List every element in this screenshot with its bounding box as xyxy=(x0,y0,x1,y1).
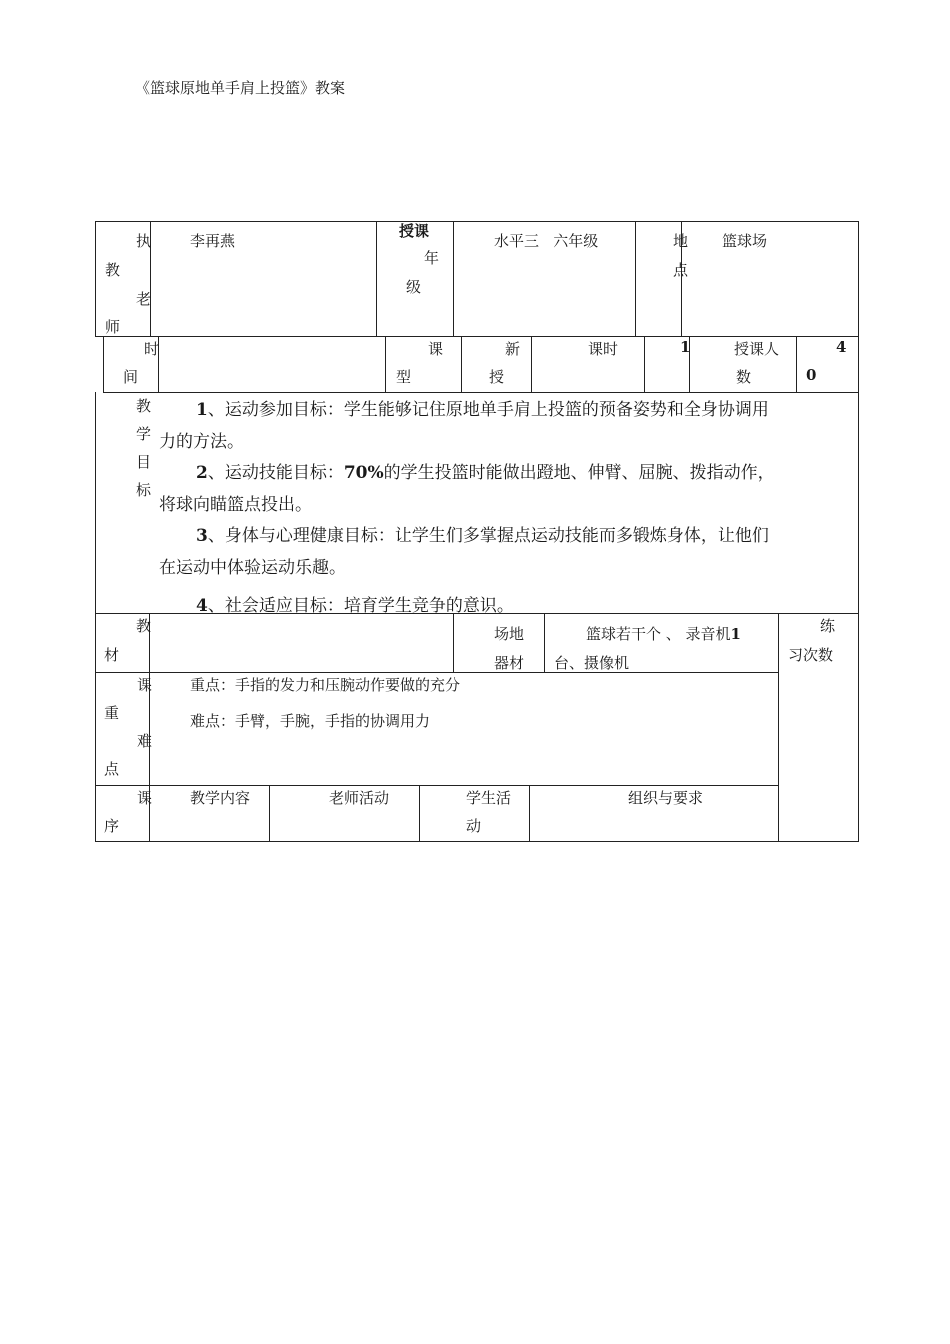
goals-label-char: 学 xyxy=(136,425,152,443)
type-label-char: 课 xyxy=(428,340,444,358)
header-teaching-content: 教学内容 xyxy=(190,789,251,807)
practice-label-char: 练 xyxy=(820,617,836,635)
place-label-char: 地 xyxy=(673,232,689,250)
goal-1-number: 1 xyxy=(196,400,208,420)
sequence-label-char: 课 xyxy=(137,789,153,807)
teacher-label-char: 教 xyxy=(105,261,121,279)
header-student-activity-continued: 动 xyxy=(466,817,482,835)
sequence-label-char: 序 xyxy=(104,817,120,835)
table-border xyxy=(95,336,859,337)
table-border xyxy=(385,336,386,393)
table-border xyxy=(95,221,96,337)
grade-label-char: 级 xyxy=(406,278,422,296)
goal-2-continued: 将球向瞄篮点投出。 xyxy=(159,495,312,515)
material-label-char: 材 xyxy=(104,646,120,664)
table-border xyxy=(858,336,859,393)
table-border xyxy=(103,336,104,393)
time-label-char: 时 xyxy=(144,340,160,358)
equip-text: 篮球若干个 、 录音机 xyxy=(586,625,731,643)
table-border xyxy=(376,221,377,337)
count-label-char: 授课人 xyxy=(734,340,780,358)
goal-2-number: 2 xyxy=(196,463,208,483)
hours-value: 1 xyxy=(680,338,691,356)
table-border xyxy=(644,336,645,393)
keypoints-label-char: 课 xyxy=(137,676,153,694)
keypoints-label-char: 难 xyxy=(137,732,153,750)
equip-line-2: 台、摄像机 xyxy=(554,654,630,672)
header-teacher-activity: 老师活动 xyxy=(329,789,390,807)
goal-2-text-a: 、运动技能目标： xyxy=(207,463,344,483)
equip-label-char: 器材 xyxy=(494,654,525,672)
table-border xyxy=(453,221,454,337)
table-border xyxy=(269,785,270,842)
goal-2-percent: 70% xyxy=(343,463,384,483)
table-border xyxy=(778,613,779,842)
table-border xyxy=(95,841,859,842)
goal-4-text: 、社会适应目标：培育学生竞争的意识。 xyxy=(207,596,514,616)
type-value-char: 新 xyxy=(505,340,521,358)
type-label-char: 型 xyxy=(396,368,412,386)
table-border xyxy=(531,336,532,393)
table-border xyxy=(529,785,530,842)
table-border xyxy=(95,785,779,786)
type-value-char: 授 xyxy=(489,368,505,386)
table-border xyxy=(95,672,779,673)
goal-4-number: 4 xyxy=(196,596,208,616)
table-border xyxy=(544,613,545,673)
keypoints-label-char: 点 xyxy=(104,760,120,778)
goal-3-continued: 在运动中体验运动乐趣。 xyxy=(159,558,346,578)
goal-3-number: 3 xyxy=(196,526,208,546)
grade-label-char: 年 xyxy=(424,249,440,267)
header-student-activity: 学生活 xyxy=(466,789,512,807)
teacher-label-char: 执 xyxy=(136,232,152,250)
equip-number: 1 xyxy=(730,625,741,643)
table-border xyxy=(95,221,859,222)
count-value-char: 4 xyxy=(836,338,847,356)
place-label-char: 点 xyxy=(673,261,689,279)
keypoints-label-char: 重 xyxy=(104,704,120,722)
goals-label-char: 目 xyxy=(136,453,152,471)
table-border xyxy=(635,221,636,337)
table-border xyxy=(858,613,859,842)
equip-label-char: 场地 xyxy=(494,625,525,643)
goal-2 xyxy=(196,458,775,483)
table-border xyxy=(461,336,462,393)
material-label-char: 教 xyxy=(136,617,152,635)
equip-line-1 xyxy=(586,623,741,644)
goal-2-text-b: 的学生投篮时能做出蹬地、伸臂、屈腕、拨指动作， xyxy=(383,463,775,483)
teacher-label-char: 师 xyxy=(105,318,121,336)
goals-label-char: 标 xyxy=(136,481,152,499)
document-title: 《篮球原地单手肩上投篮》教案 xyxy=(135,79,346,97)
teacher-name: 李再燕 xyxy=(190,232,236,250)
table-border xyxy=(858,392,859,614)
goals-label-char: 教 xyxy=(136,397,152,415)
hours-label: 课时 xyxy=(588,340,619,358)
count-label-char: 数 xyxy=(736,368,752,386)
goal-4 xyxy=(196,591,514,616)
difficult-point: 难点：手臂，手腕，手指的协调用力 xyxy=(190,712,431,730)
table-border xyxy=(95,392,96,614)
goal-1-continued: 力的方法。 xyxy=(159,432,244,452)
table-border xyxy=(419,785,420,842)
place-value: 篮球场 xyxy=(722,232,768,250)
goal-3 xyxy=(196,521,769,546)
table-border xyxy=(858,221,859,337)
header-organization: 组织与要求 xyxy=(628,789,704,807)
grade-value: 水平三 六年级 xyxy=(494,232,599,250)
key-point: 重点：手指的发力和压腕动作要做的充分 xyxy=(190,676,461,694)
table-border xyxy=(796,336,797,393)
time-label-char: 间 xyxy=(123,368,139,386)
count-value-char: 0 xyxy=(806,366,817,384)
goal-3-text: 、身体与心理健康目标：让学生们多掌握点运动技能而多锻炼身体，让他们 xyxy=(207,526,769,546)
table-border xyxy=(103,392,859,393)
table-border xyxy=(95,613,96,842)
grade-label-char: 授课 xyxy=(399,222,430,240)
goal-1-text: 、运动参加目标：学生能够记住原地单手肩上投篮的预备姿势和全身协调用 xyxy=(207,400,769,420)
goal-1 xyxy=(196,395,769,420)
table-border xyxy=(453,613,454,673)
practice-label-char: 习次数 xyxy=(788,646,834,664)
teacher-label-char: 老 xyxy=(136,290,152,308)
